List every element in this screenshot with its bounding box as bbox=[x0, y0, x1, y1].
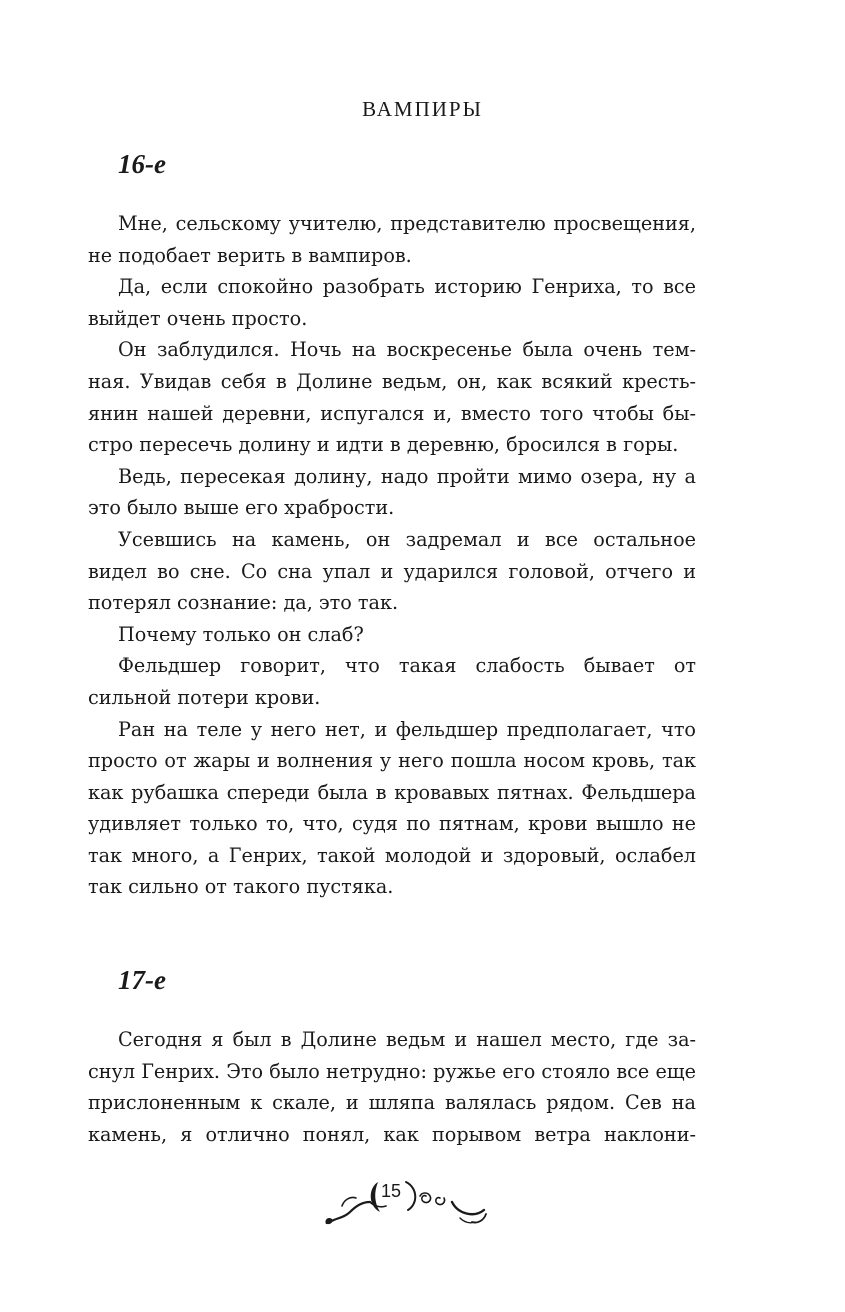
entry-heading: 16-е bbox=[118, 149, 166, 179]
paragraph: Ведь, пересекая долину, надо пройти мимо озера, ну а это было выше его храбрости. bbox=[88, 464, 696, 520]
paragraph: Усевшись на камень, он задремал и все остальное видел во сне. Со сна упал и ударился головой, отчего и потерял сознание: да, это так. bbox=[88, 527, 696, 615]
entry-heading: 17-е bbox=[118, 965, 166, 995]
paragraph: Да, если спокойно разобрать историю Генриха, то все выйдет очень просто. bbox=[88, 275, 696, 330]
diary-entry-17 bbox=[88, 964, 696, 1150]
paragraph: Мне, сельскому учителю, представителю просвещения, не подобает верить в вампиров. bbox=[88, 212, 696, 267]
diary-entry-16 bbox=[88, 148, 696, 903]
paragraph: Ран на теле у него нет, и фельдшер предполагает, что просто от жары и волнения у него пошла носом кровь, так как рубашка спереди была в кровавых пятнах. Фельдшера удивляет только то, что, судя по пятнам, крови вышло не так много, а Генрих, такой молодой и здоровый, ослабел так сильно от такого пустяка. bbox=[88, 717, 696, 899]
paragraph: Он заблудился. Ночь на воскресенье была очень темная. Увидав себя в Долине ведьм, он, как всякий крестьянин нашей деревни, испугался и, вместо того чтобы быстро пересечь долину и идти в деревню, бросился в горы. bbox=[88, 338, 696, 457]
paragraph: Сегодня я был в Долине ведьм и нашел место, где заснул Генрих. Это было нетрудно: ружье его стояло все еще прислоненным к скале, и шляпа валялась рядом. Сев на камень, я отлично понял, как порывом ветра наклони- bbox=[88, 1028, 696, 1146]
page-folio bbox=[322, 1172, 492, 1232]
paragraph: Фельдшер говорит, что такая слабость бывает от сильной потери крови. bbox=[88, 654, 696, 709]
paragraph: Почему только он слаб? bbox=[118, 622, 364, 646]
running-title: ВАМПИРЫ bbox=[362, 97, 483, 121]
entry-body bbox=[88, 208, 696, 903]
page-number: 15 bbox=[380, 1181, 402, 1201]
entry-body bbox=[88, 1024, 696, 1150]
